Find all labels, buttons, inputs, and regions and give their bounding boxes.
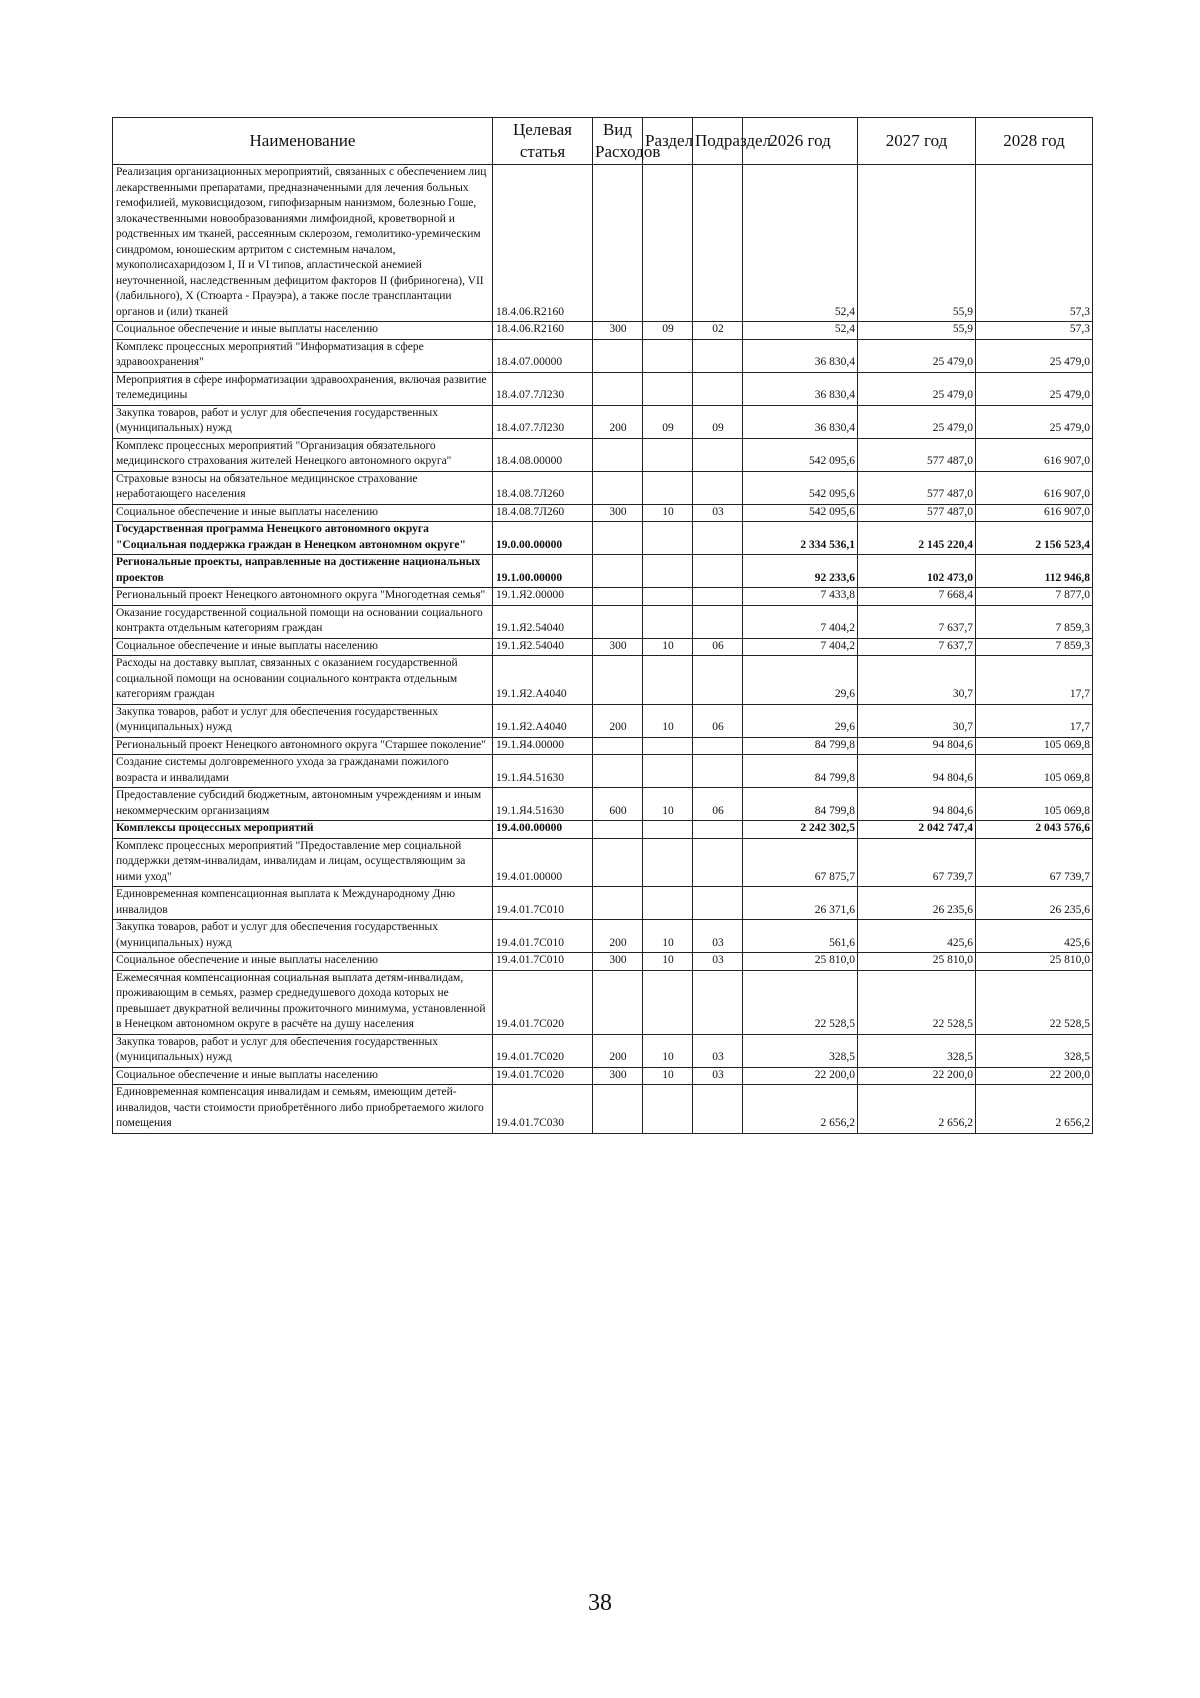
row-subsection <box>693 165 743 322</box>
row-code: 19.1.Я4.00000 <box>493 737 593 755</box>
row-section <box>643 1085 693 1134</box>
table-row <box>113 788 1093 821</box>
table-row <box>113 953 1093 971</box>
row-section <box>643 522 693 555</box>
row-value-2027: 25 479,0 <box>858 405 976 438</box>
row-value-2026: 36 830,4 <box>743 372 858 405</box>
row-value-2028: 25 479,0 <box>976 405 1093 438</box>
row-value-2027: 22 200,0 <box>858 1067 976 1085</box>
row-kind: 300 <box>593 638 643 656</box>
row-value-2027: 2 656,2 <box>858 1085 976 1134</box>
row-section <box>643 737 693 755</box>
table-row <box>113 339 1093 372</box>
row-value-2027: 2 145 220,4 <box>858 522 976 555</box>
row-value-2028: 25 479,0 <box>976 339 1093 372</box>
row-section <box>643 821 693 839</box>
row-value-2026: 7 404,2 <box>743 605 858 638</box>
row-name: Ежемесячная компенсационная социальная выплата детям-инвалидам, проживающим в семьях, размер среднедушевого дохода которых не превышает двукратной величины прожиточного минимума, установленной в Ненецком автономном округе в расчёте на душу населения <box>113 970 493 1034</box>
row-value-2027: 22 528,5 <box>858 970 976 1034</box>
table-row <box>113 438 1093 471</box>
row-value-2026: 542 095,6 <box>743 504 858 522</box>
row-value-2027: 30,7 <box>858 704 976 737</box>
row-subsection <box>693 438 743 471</box>
row-name: Социальное обеспечение и иные выплаты населению <box>113 504 493 522</box>
row-code: 19.4.01.7С010 <box>493 953 593 971</box>
row-value-2027: 2 042 747,4 <box>858 821 976 839</box>
row-value-2027: 7 637,7 <box>858 605 976 638</box>
row-subsection <box>693 372 743 405</box>
row-subsection: 06 <box>693 638 743 656</box>
row-subsection: 06 <box>693 788 743 821</box>
row-value-2027: 67 739,7 <box>858 838 976 887</box>
table-row <box>113 605 1093 638</box>
row-section: 10 <box>643 788 693 821</box>
row-section <box>643 838 693 887</box>
row-value-2026: 542 095,6 <box>743 471 858 504</box>
row-value-2026: 328,5 <box>743 1034 858 1067</box>
row-name: Закупка товаров, работ и услуг для обеспечения государственных (муниципальных) нужд <box>113 405 493 438</box>
budget-table <box>112 117 1093 1134</box>
row-section: 10 <box>643 704 693 737</box>
row-name: Реализация организационных мероприятий, связанных с обеспечением лиц лекарственными препаратами, предназначенными для лечения больных гемофилией, муковисцидозом, гипофизарным нанизмом, болезнью Гоше, злокачественными новообразованиями лимфоидной, кроветворной и родственных им тканей, рассеянным склерозом, гемолитико-уремическим синдромом, юношеским артритом с системным началом, мукополисахаридозом I, II и VI типов, апластической анемией неуточненной, наследственным дефицитом факторов II (фибриногена), VII (лабильного), X (Стюарта - Прауэра), а также после трансплантации органов и (или) тканей <box>113 165 493 322</box>
table-row <box>113 322 1093 340</box>
row-value-2026: 84 799,8 <box>743 788 858 821</box>
header-name: Наименование <box>113 118 493 165</box>
table-row <box>113 504 1093 522</box>
table-body <box>113 165 1093 1134</box>
row-code: 18.4.06.R2160 <box>493 322 593 340</box>
row-section <box>643 588 693 606</box>
row-kind <box>593 471 643 504</box>
row-value-2028: 2 156 523,4 <box>976 522 1093 555</box>
row-kind: 200 <box>593 704 643 737</box>
table-row <box>113 588 1093 606</box>
row-value-2027: 94 804,6 <box>858 737 976 755</box>
row-name: Региональные проекты, направленные на достижение национальных проектов <box>113 555 493 588</box>
row-code: 18.4.08.7Л260 <box>493 504 593 522</box>
row-subsection: 06 <box>693 704 743 737</box>
row-value-2028: 26 235,6 <box>976 887 1093 920</box>
row-code: 19.4.01.7С010 <box>493 887 593 920</box>
row-subsection: 09 <box>693 405 743 438</box>
row-name: Оказание государственной социальной помощи на основании социального контракта отдельным категориям граждан <box>113 605 493 638</box>
row-value-2028: 22 200,0 <box>976 1067 1093 1085</box>
row-kind <box>593 555 643 588</box>
row-value-2026: 7 404,2 <box>743 638 858 656</box>
row-value-2028: 616 907,0 <box>976 438 1093 471</box>
row-code: 18.4.06.R2160 <box>493 165 593 322</box>
row-section <box>643 339 693 372</box>
row-value-2027: 577 487,0 <box>858 471 976 504</box>
row-subsection <box>693 588 743 606</box>
row-name: Социальное обеспечение и иные выплаты населению <box>113 638 493 656</box>
row-kind: 200 <box>593 1034 643 1067</box>
row-kind <box>593 438 643 471</box>
table-row <box>113 555 1093 588</box>
row-code: 18.4.08.7Л260 <box>493 471 593 504</box>
table-row <box>113 838 1093 887</box>
row-kind <box>593 522 643 555</box>
row-code: 19.4.01.7С020 <box>493 1034 593 1067</box>
header-code: Целевая статья <box>493 118 593 165</box>
row-name: Комплекс процессных мероприятий "Информатизация в сфере здравоохранения" <box>113 339 493 372</box>
row-value-2026: 7 433,8 <box>743 588 858 606</box>
row-section: 09 <box>643 405 693 438</box>
table-row <box>113 755 1093 788</box>
row-value-2027: 55,9 <box>858 322 976 340</box>
row-value-2028: 7 859,3 <box>976 638 1093 656</box>
row-value-2027: 94 804,6 <box>858 788 976 821</box>
row-section <box>643 555 693 588</box>
row-value-2028: 105 069,8 <box>976 788 1093 821</box>
row-value-2026: 36 830,4 <box>743 339 858 372</box>
row-subsection <box>693 755 743 788</box>
row-value-2027: 425,6 <box>858 920 976 953</box>
row-section: 10 <box>643 1067 693 1085</box>
row-name: Комплексы процессных мероприятий <box>113 821 493 839</box>
row-kind: 300 <box>593 953 643 971</box>
row-code: 19.1.Я2.А4040 <box>493 704 593 737</box>
row-name: Закупка товаров, работ и услуг для обеспечения государственных (муниципальных) нужд <box>113 1034 493 1067</box>
table-row <box>113 656 1093 705</box>
row-value-2026: 2 656,2 <box>743 1085 858 1134</box>
row-value-2026: 84 799,8 <box>743 755 858 788</box>
row-subsection <box>693 656 743 705</box>
row-value-2027: 328,5 <box>858 1034 976 1067</box>
row-section: 10 <box>643 953 693 971</box>
row-section <box>643 438 693 471</box>
row-value-2028: 57,3 <box>976 165 1093 322</box>
row-subsection <box>693 555 743 588</box>
row-subsection: 03 <box>693 504 743 522</box>
row-value-2028: 25 810,0 <box>976 953 1093 971</box>
row-code: 19.4.00.00000 <box>493 821 593 839</box>
row-value-2026: 52,4 <box>743 165 858 322</box>
row-value-2027: 7 637,7 <box>858 638 976 656</box>
row-value-2028: 616 907,0 <box>976 504 1093 522</box>
row-kind <box>593 1085 643 1134</box>
row-code: 19.4.01.7С010 <box>493 920 593 953</box>
row-value-2026: 2 334 536,1 <box>743 522 858 555</box>
row-subsection: 02 <box>693 322 743 340</box>
row-value-2027: 25 479,0 <box>858 339 976 372</box>
row-value-2028: 17,7 <box>976 704 1093 737</box>
row-code: 19.4.01.7С020 <box>493 970 593 1034</box>
row-section <box>643 887 693 920</box>
row-code: 18.4.08.00000 <box>493 438 593 471</box>
row-section <box>643 656 693 705</box>
row-section <box>643 165 693 322</box>
row-name: Комплекс процессных мероприятий "Организация обязательного медицинского страхования жителей Ненецкого автономного округа" <box>113 438 493 471</box>
row-value-2026: 29,6 <box>743 656 858 705</box>
row-value-2028: 22 528,5 <box>976 970 1093 1034</box>
row-kind: 300 <box>593 322 643 340</box>
row-value-2027: 577 487,0 <box>858 504 976 522</box>
row-value-2026: 542 095,6 <box>743 438 858 471</box>
row-value-2026: 92 233,6 <box>743 555 858 588</box>
row-subsection <box>693 821 743 839</box>
table-row <box>113 821 1093 839</box>
row-value-2026: 29,6 <box>743 704 858 737</box>
row-value-2028: 7 877,0 <box>976 588 1093 606</box>
row-value-2026: 22 528,5 <box>743 970 858 1034</box>
row-name: Социальное обеспечение и иные выплаты населению <box>113 1067 493 1085</box>
table-row <box>113 970 1093 1034</box>
row-code: 18.4.07.7Л230 <box>493 372 593 405</box>
header-2027: 2027 год <box>858 118 976 165</box>
row-kind <box>593 605 643 638</box>
row-kind <box>593 588 643 606</box>
row-subsection: 03 <box>693 1067 743 1085</box>
row-code: 18.4.07.00000 <box>493 339 593 372</box>
row-kind <box>593 755 643 788</box>
row-section: 09 <box>643 322 693 340</box>
row-subsection <box>693 737 743 755</box>
row-name: Государственная программа Ненецкого автономного округа "Социальная поддержка граждан в Ненецком автономном округе" <box>113 522 493 555</box>
row-subsection <box>693 471 743 504</box>
table-row <box>113 1034 1093 1067</box>
row-kind: 200 <box>593 920 643 953</box>
row-subsection <box>693 1085 743 1134</box>
row-code: 19.4.01.00000 <box>493 838 593 887</box>
row-name: Предоставление субсидий бюджетным, автономным учреждениям и иным некоммерческим организациям <box>113 788 493 821</box>
table-row <box>113 372 1093 405</box>
row-code: 18.4.07.7Л230 <box>493 405 593 438</box>
row-code: 19.1.Я2.00000 <box>493 588 593 606</box>
row-value-2026: 84 799,8 <box>743 737 858 755</box>
row-code: 19.1.Я2.А4040 <box>493 656 593 705</box>
row-kind <box>593 737 643 755</box>
table-row <box>113 737 1093 755</box>
row-name: Социальное обеспечение и иные выплаты населению <box>113 953 493 971</box>
row-name: Единовременная компенсационная выплата к Международному Дню инвалидов <box>113 887 493 920</box>
row-code: 19.0.00.00000 <box>493 522 593 555</box>
row-section: 10 <box>643 920 693 953</box>
row-subsection: 03 <box>693 953 743 971</box>
row-name: Страховые взносы на обязательное медицинское страхование неработающего населения <box>113 471 493 504</box>
row-value-2027: 25 810,0 <box>858 953 976 971</box>
row-value-2026: 22 200,0 <box>743 1067 858 1085</box>
row-kind <box>593 339 643 372</box>
row-section <box>643 372 693 405</box>
row-section: 10 <box>643 504 693 522</box>
row-value-2026: 561,6 <box>743 920 858 953</box>
header-section: Раздел <box>643 118 693 165</box>
row-kind <box>593 372 643 405</box>
row-subsection: 03 <box>693 1034 743 1067</box>
row-value-2028: 105 069,8 <box>976 737 1093 755</box>
table-row <box>113 405 1093 438</box>
row-code: 19.1.Я4.51630 <box>493 788 593 821</box>
row-value-2028: 112 946,8 <box>976 555 1093 588</box>
row-value-2027: 94 804,6 <box>858 755 976 788</box>
header-kind: Вид Расходов <box>593 118 643 165</box>
table-row <box>113 1067 1093 1085</box>
header-subsection: Подраздел <box>693 118 743 165</box>
row-value-2026: 2 242 302,5 <box>743 821 858 839</box>
page-number: 38 <box>588 1590 612 1616</box>
row-section <box>643 755 693 788</box>
row-kind <box>593 821 643 839</box>
row-value-2026: 67 875,7 <box>743 838 858 887</box>
row-value-2026: 52,4 <box>743 322 858 340</box>
row-code: 19.4.01.7С020 <box>493 1067 593 1085</box>
row-subsection <box>693 522 743 555</box>
row-name: Единовременная компенсация инвалидам и семьям, имеющим детей-инвалидов, части стоимости приобретённого либо приобретаемого жилого помещения <box>113 1085 493 1134</box>
row-kind <box>593 887 643 920</box>
row-section <box>643 471 693 504</box>
row-subsection <box>693 605 743 638</box>
row-value-2028: 57,3 <box>976 322 1093 340</box>
row-code: 19.1.Я4.51630 <box>493 755 593 788</box>
header-2026: 2026 год <box>743 118 858 165</box>
header-row <box>113 118 1093 165</box>
row-section <box>643 970 693 1034</box>
row-value-2028: 616 907,0 <box>976 471 1093 504</box>
row-value-2028: 2 656,2 <box>976 1085 1093 1134</box>
row-value-2028: 25 479,0 <box>976 372 1093 405</box>
row-code: 19.1.00.00000 <box>493 555 593 588</box>
header-2028: 2028 год <box>976 118 1093 165</box>
table-row <box>113 471 1093 504</box>
row-kind: 300 <box>593 1067 643 1085</box>
row-name: Мероприятия в сфере информатизации здравоохранения, включая развитие телемедицины <box>113 372 493 405</box>
row-subsection <box>693 339 743 372</box>
row-kind <box>593 165 643 322</box>
table-row <box>113 638 1093 656</box>
row-subsection <box>693 887 743 920</box>
table-row <box>113 165 1093 322</box>
table-row <box>113 920 1093 953</box>
row-value-2028: 67 739,7 <box>976 838 1093 887</box>
row-section: 10 <box>643 1034 693 1067</box>
row-code: 19.1.Я2.54040 <box>493 638 593 656</box>
row-kind <box>593 838 643 887</box>
row-name: Региональный проект Ненецкого автономного округа "Старшее поколение" <box>113 737 493 755</box>
row-name: Региональный проект Ненецкого автономного округа "Многодетная семья" <box>113 588 493 606</box>
row-name: Расходы на доставку выплат, связанных с оказанием государственной социальной помощи на основании социального контракта отдельным категориям граждан <box>113 656 493 705</box>
table-row <box>113 522 1093 555</box>
table-row <box>113 1085 1093 1134</box>
row-kind <box>593 656 643 705</box>
row-value-2028: 328,5 <box>976 1034 1093 1067</box>
row-name: Создание системы долговременного ухода за гражданами пожилого возраста и инвалидами <box>113 755 493 788</box>
row-name: Комплекс процессных мероприятий "Предоставление мер социальной поддержки детям-инвалидам, инвалидам и лицам, осуществляющим за ними уход" <box>113 838 493 887</box>
row-value-2026: 36 830,4 <box>743 405 858 438</box>
row-kind: 300 <box>593 504 643 522</box>
row-code: 19.4.01.7С030 <box>493 1085 593 1134</box>
row-value-2027: 7 668,4 <box>858 588 976 606</box>
row-kind: 200 <box>593 405 643 438</box>
row-value-2026: 25 810,0 <box>743 953 858 971</box>
row-kind: 600 <box>593 788 643 821</box>
row-kind <box>593 970 643 1034</box>
row-value-2027: 26 235,6 <box>858 887 976 920</box>
row-value-2027: 30,7 <box>858 656 976 705</box>
row-value-2028: 425,6 <box>976 920 1093 953</box>
table-row <box>113 887 1093 920</box>
row-subsection <box>693 970 743 1034</box>
row-value-2028: 2 043 576,6 <box>976 821 1093 839</box>
row-name: Закупка товаров, работ и услуг для обеспечения государственных (муниципальных) нужд <box>113 920 493 953</box>
row-name: Закупка товаров, работ и услуг для обеспечения государственных (муниципальных) нужд <box>113 704 493 737</box>
row-section <box>643 605 693 638</box>
row-value-2027: 55,9 <box>858 165 976 322</box>
row-subsection: 03 <box>693 920 743 953</box>
row-subsection <box>693 838 743 887</box>
table-row <box>113 704 1093 737</box>
row-value-2027: 577 487,0 <box>858 438 976 471</box>
row-name: Социальное обеспечение и иные выплаты населению <box>113 322 493 340</box>
row-value-2026: 26 371,6 <box>743 887 858 920</box>
row-value-2027: 102 473,0 <box>858 555 976 588</box>
row-value-2028: 105 069,8 <box>976 755 1093 788</box>
row-value-2027: 25 479,0 <box>858 372 976 405</box>
row-code: 19.1.Я2.54040 <box>493 605 593 638</box>
row-value-2028: 17,7 <box>976 656 1093 705</box>
row-section: 10 <box>643 638 693 656</box>
row-value-2028: 7 859,3 <box>976 605 1093 638</box>
